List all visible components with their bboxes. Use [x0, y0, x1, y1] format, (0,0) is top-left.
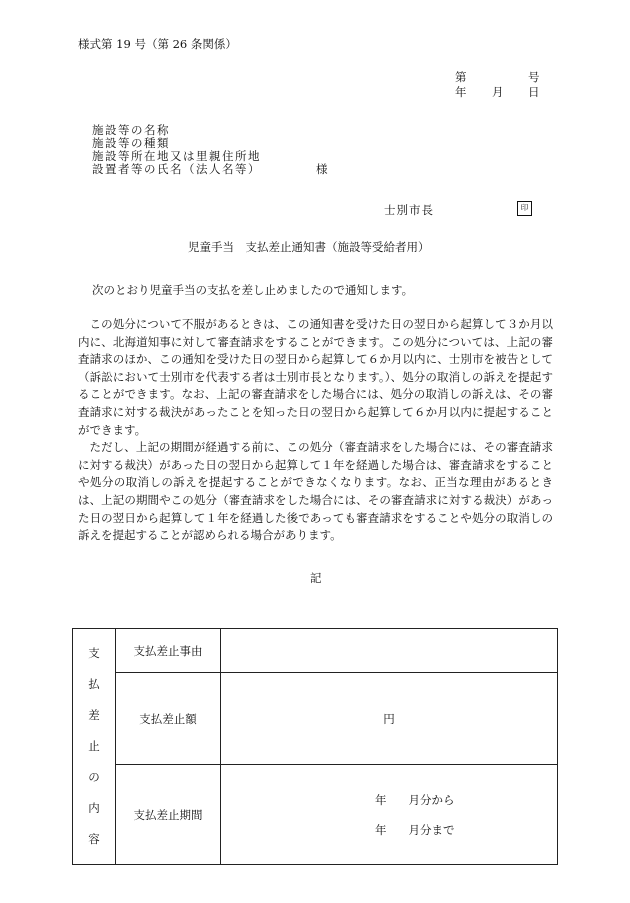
- amount-label: 支払差止額: [116, 673, 221, 765]
- period-from-month: 月分から: [408, 792, 455, 807]
- period-label: 支払差止期間: [116, 765, 221, 865]
- period-to-month: 月分まで: [408, 822, 455, 837]
- period-to-year: 年: [375, 822, 387, 837]
- side-header-char: 内: [88, 801, 100, 815]
- facility-name-label: 施設等の名称: [92, 123, 170, 137]
- period-from-year: 年: [375, 792, 387, 807]
- side-header-char: 容: [88, 832, 100, 846]
- document-title: 児童手当 支払差止通知書（施設等受給者用）: [188, 240, 430, 254]
- facility-type-label: 施設等の種類: [92, 136, 170, 150]
- intro-text: 次のとおり児童手当の支払を差し止めましたので通知します。: [92, 283, 414, 297]
- reason-label: 支払差止事由: [116, 629, 221, 673]
- honorific: 様: [316, 162, 329, 176]
- side-header-char: の: [88, 770, 100, 784]
- form-number: 様式第 19 号（第 26 条関係）: [78, 37, 237, 51]
- period-from: [222, 785, 556, 815]
- notice-body: [78, 316, 553, 545]
- issuer-title: 士別市長: [384, 203, 434, 217]
- reason-value[interactable]: [221, 629, 558, 673]
- side-header-char: 払: [88, 677, 100, 691]
- facility-address-label: 施設等所在地又は里親住所地: [92, 149, 261, 163]
- side-header: [73, 629, 116, 865]
- number-suffix: 号: [528, 70, 540, 84]
- seal-mark: [517, 200, 532, 216]
- payment-stop-table: [72, 628, 558, 865]
- amount-value[interactable]: [221, 673, 558, 765]
- notice-paragraph-1: この処分について不服があるときは、この通知書を受けた日の翌日から起算して３か月以内に、北海道知事に対して審査請求をすることができます。この処分については、上記の審査請求のほか、この通知を受けた日の翌日から起算して６か月以内に、士別市を被告として（訴訟において士別市を代表する者は士別市長となります。）、処分の取消しの訴えを提起することができます。なお、上記の審査請求をした場合には、処分の取消しの訴えは、その審査請求に対する裁決があったことを知った日の翌日から起算して６か月以内に提起することができます。: [78, 317, 553, 437]
- date-year: 年: [455, 85, 467, 99]
- date-day: 日: [528, 85, 540, 99]
- side-header-char: 支: [88, 646, 100, 660]
- side-header-char: 止: [88, 739, 100, 753]
- period-to: [222, 815, 556, 845]
- side-header-char: 差: [88, 708, 100, 722]
- operator-name-label: 設置者等の氏名（法人名等）: [92, 162, 261, 176]
- ki-heading: 記: [310, 571, 322, 585]
- date-month: 月: [492, 85, 504, 99]
- notice-paragraph-2: ただし、上記の期間が経過する前に、この処分（審査請求をした場合には、その審査請求に対する裁決）があった日の翌日から起算して１年を経過した場合は、審査請求をすることや処分の取消しの訴えを提起することができなくなります。なお、正当な理由があるときは、上記の期間やこの処分（審査請求をした場合には、その審査請求に対する裁決）があった日の翌日から起算して１年を経過した後であっても審査請求をすることや処分の取消しの訴えを提起することが認められる場合があります。: [78, 440, 553, 543]
- amount-unit: 円: [383, 711, 395, 726]
- number-prefix: 第: [455, 70, 467, 84]
- seal-icon: 印: [517, 201, 532, 216]
- period-value[interactable]: [221, 765, 558, 865]
